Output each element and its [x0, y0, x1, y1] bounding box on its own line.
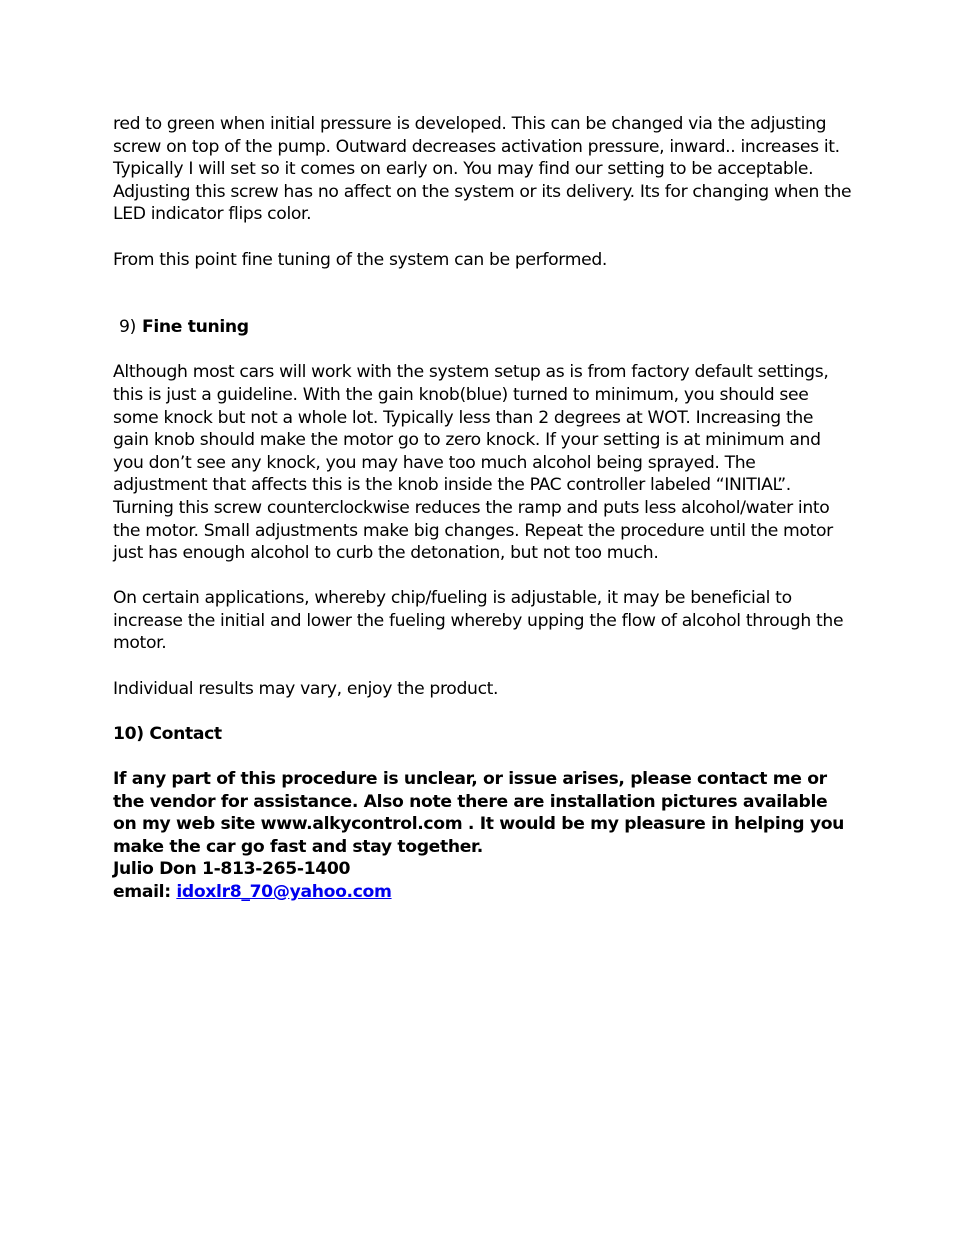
document-page	[113, 113, 853, 926]
contact-name-phone: Julio Don 1-813-265-1400	[113, 859, 351, 880]
section-9-paragraph-1: Although most cars will work with the system setup as is from factory default settings, this is just a guideline. With the gain knob(blue) turned to minimum, you should see some knock but not a whole lot. Typically less than 2 degrees at WOT. Increasing the gain knob should make the motor go to zero knock. If your setting is at minimum and you don’t see any knock, you may have too much alcohol being sprayed. The adjustment that affects this is the knob inside the PAC controller labeled “INITIAL”. Turning this screw counterclockwise reduces the ramp and puts less alcohol/water into the motor. Small adjustments make big changes. Repeat the procedure until the motor just has enough alcohol to curb the detonation, but not too much.	[113, 362, 833, 564]
contact-paragraph: If any part of this procedure is unclear, or issue arises, please contact me or the vendor for assistance. Also note there are installation pictures available on my web site www.alkycontrol.com . It would be my pleasure in helping you make the car go fast and stay together.	[113, 769, 845, 857]
section-9-paragraph-3: Individual results may vary, enjoy the product.	[113, 678, 499, 699]
fine-tuning-intro: From this point fine tuning of the system can be performed.	[113, 249, 608, 270]
email-label: email:	[113, 882, 177, 902]
section-9-heading	[113, 316, 853, 339]
section-9-number: 9)	[119, 317, 136, 338]
section-9-paragraph-2: On certain applications, whereby chip/fueling is adjustable, it may be beneficial to increase the initial and lower the fueling whereby upping the flow of alcohol through the motor.	[113, 588, 844, 654]
intro-paragraph: red to green when initial pressure is developed. This can be changed via the adjusting screw on top of the pump. Outward decreases activation pressure, inward.. increases it. Typically I will set so it comes on early on. You may find our setting to be acceptable. Adjusting this screw has no affect on the system or its delivery. Its for changing when the LED indicator flips color.	[113, 114, 852, 225]
contact-block	[113, 768, 853, 904]
email-link[interactable]: idoxlr8_70@yahoo.com	[176, 882, 392, 902]
section-10-heading: 10) Contact	[113, 723, 222, 744]
contact-email-line	[113, 881, 853, 904]
section-9-title: Fine tuning	[141, 317, 249, 338]
